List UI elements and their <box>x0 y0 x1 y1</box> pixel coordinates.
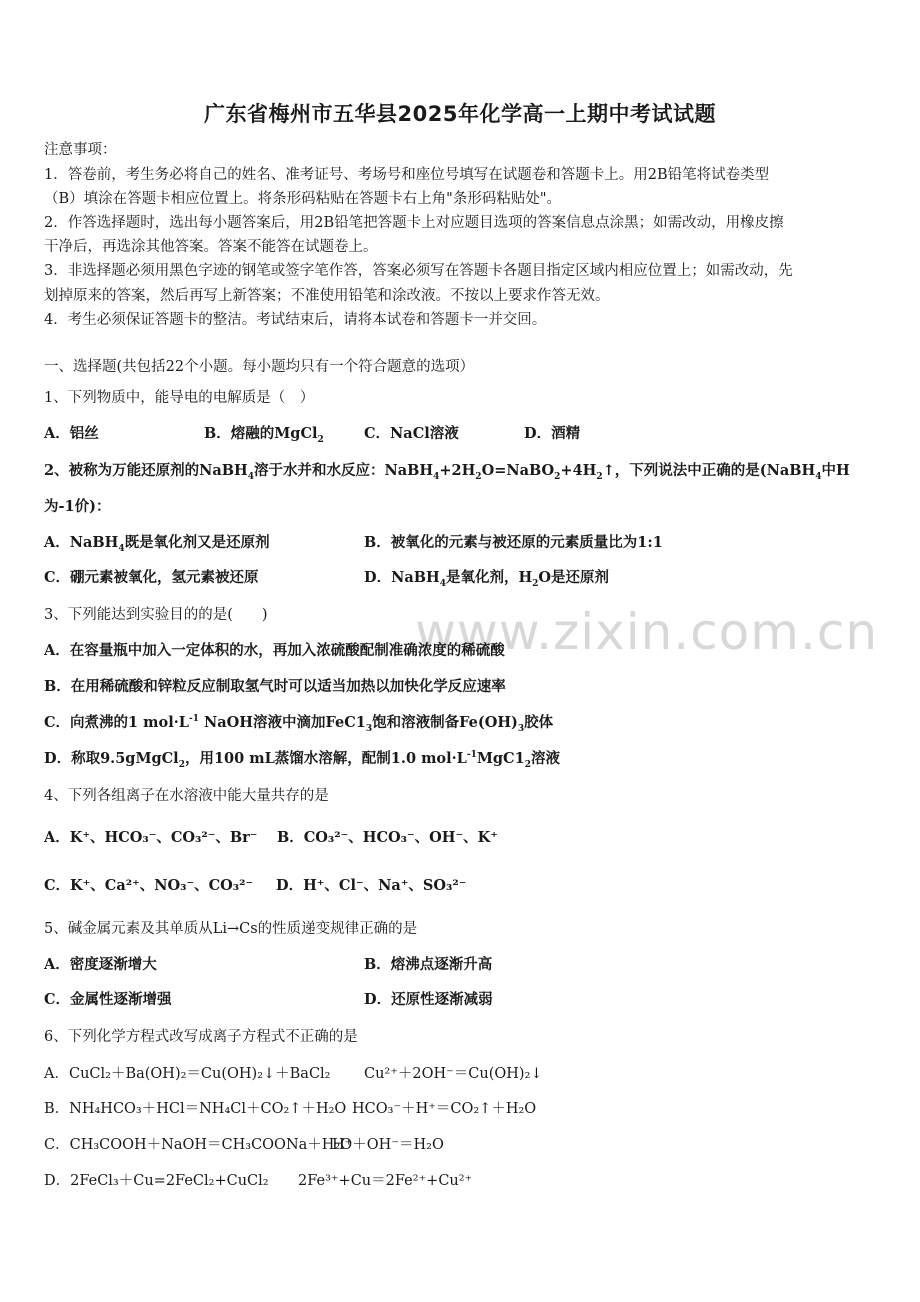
q2-option-d: D．NaBH$_4$是氧化剂，$H_2O$是还原剂 <box>364 569 610 589</box>
q6-option-d-ionic: 2Fe³⁺+Cu＝2Fe²⁺+Cu²⁺ <box>298 1173 473 1189</box>
q4-option-b: B．CO₃²⁻、HCO₃⁻、OH⁻、K⁺ <box>277 829 498 846</box>
page-title: 广东省梅州市五华县2025年化学高一上期中考试试题 <box>204 102 716 126</box>
q1-option-c: C．NaCl溶液 <box>364 425 459 442</box>
question-2-stem: 2、被称为万能还原剂的NaBH$_4$溶于水并和水反应：$NaBH_4+2H_2O=NaBO_2+4H_2↑$，下列说法中正确的是(NaBH$_4$中H <box>44 462 850 482</box>
notes-heading: 注意事项： <box>44 142 117 158</box>
q3-option-a: A．在容量瓶中加入一定体积的水，再加入浓硫酸配制准确浓度的稀硫酸 <box>44 642 505 659</box>
question-2-stem-cont: 为-1价)： <box>44 498 111 515</box>
q5-option-c: C．金属性逐渐增强 <box>44 991 172 1008</box>
q1-option-d: D．酒精 <box>524 425 581 442</box>
note-line-7: 4．考生必须保证答题卡的整洁。考试结束后，请将本试卷和答题卡一并交回。 <box>44 312 547 328</box>
q2-option-c: C．硼元素被氧化，氢元素被还原 <box>44 569 259 586</box>
question-6-stem: 6、下列化学方程式改写成离子方程式不正确的是 <box>44 1029 358 1045</box>
note-line-1: 1．答卷前，考生务必将自己的姓名、准考证号、考场号和座位号填写在试题卷和答题卡上。用2B铅笔将试卷类型 <box>44 167 770 183</box>
q3-option-d: D．称取9.5gMgCl$_2$，用100 mL蒸馏水溶解，配制1.0 $mol\cdot L^{-1}MgC1_2$溶液 <box>44 750 560 770</box>
q1-option-b: B．熔融的MgCl$_2$ <box>204 425 324 445</box>
q5-option-a: A．密度逐渐增大 <box>44 956 157 973</box>
q5-option-d: D．还原性逐渐减弱 <box>364 991 493 1008</box>
q5-option-b: B．熔沸点逐渐升高 <box>364 956 493 973</box>
question-3-stem: 3、下列能达到实验目的的是( ) <box>44 607 268 623</box>
note-line-2: （B）填涂在答题卡相应位置上。将条形码粘贴在答题卡右上角"条形码粘贴处"。 <box>44 191 561 207</box>
q4-option-d: D．H⁺、Cl⁻、Na⁺、SO₃²⁻ <box>276 877 467 894</box>
watermark-text: www.zixin.com.cn <box>415 603 879 661</box>
q2-option-a: A．NaBH$_4$既是氧化剂又是还原剂 <box>44 534 270 554</box>
q3-option-c: C．向煮沸的1 $mol\cdot L^{-1}$ NaOH溶液中滴加$FeC1_3$饱和溶液制备$Fe(OH)_3$胶体 <box>44 714 554 734</box>
q3-option-b: B．在用稀硫酸和锌粒反应制取氢气时可以适当加热以加快化学反应速率 <box>44 678 506 695</box>
q1-option-a: A．铝丝 <box>44 425 99 442</box>
q6-option-d-equation: D．2FeCl₃＋Cu=2FeCl₂+CuCl₂ <box>44 1173 269 1189</box>
note-line-5: 3．非选择题必须用黑色字迹的钢笔或签字笔作答，答案必须写在答题卡各题目指定区域内相应位置上；如需改动，先 <box>44 263 793 279</box>
note-line-6: 划掉原来的答案，然后再写上新答案；不准使用铅笔和涂改液。不按以上要求作答无效。 <box>44 288 610 304</box>
q6-option-c-equation: C．CH₃COOH＋NaOH＝CH₃COONa＋H₂O <box>44 1137 353 1153</box>
question-5-stem: 5、碱金属元素及其单质从Li→Cs的性质递变规律正确的是 <box>44 921 418 937</box>
q2-option-b: B．被氧化的元素与被还原的元素质量比为1:1 <box>364 534 663 551</box>
question-1-stem: 1、下列物质中，能导电的电解质是（ ） <box>44 390 315 406</box>
q4-option-c: C．K⁺、Ca²⁺、NO₃⁻、CO₃²⁻ <box>44 877 254 894</box>
q6-option-c-ionic: H⁺＋OH⁻＝H₂O <box>332 1137 444 1153</box>
note-line-4: 干净后，再选涂其他答案。答案不能答在试题卷上。 <box>44 239 378 255</box>
q6-option-a-equation: A．CuCl₂＋Ba(OH)₂＝Cu(OH)₂↓＋BaCl₂ <box>44 1066 331 1082</box>
q6-option-b-ionic: HCO₃⁻＋H⁺＝CO₂↑＋H₂O <box>352 1101 537 1117</box>
q6-option-a-ionic: Cu²⁺＋2OH⁻＝Cu(OH)₂↓ <box>364 1066 543 1082</box>
question-4-stem: 4、下列各组离子在水溶液中能大量共存的是 <box>44 788 329 804</box>
q4-option-a: A．K⁺、HCO₃⁻、CO₃²⁻、Br⁻ <box>44 829 258 846</box>
q6-option-b-equation: B．NH₄HCO₃＋HCl＝NH₄Cl＋CO₂↑＋H₂O <box>44 1101 347 1117</box>
note-line-3: 2．作答选择题时，选出每小题答案后，用2B铅笔把答题卡上对应题目选项的答案信息点涂黑；如需改动，用橡皮擦 <box>44 215 784 231</box>
section-heading: 一、选择题(共包括22个小题。每小题均只有一个符合题意的选项） <box>44 359 475 375</box>
